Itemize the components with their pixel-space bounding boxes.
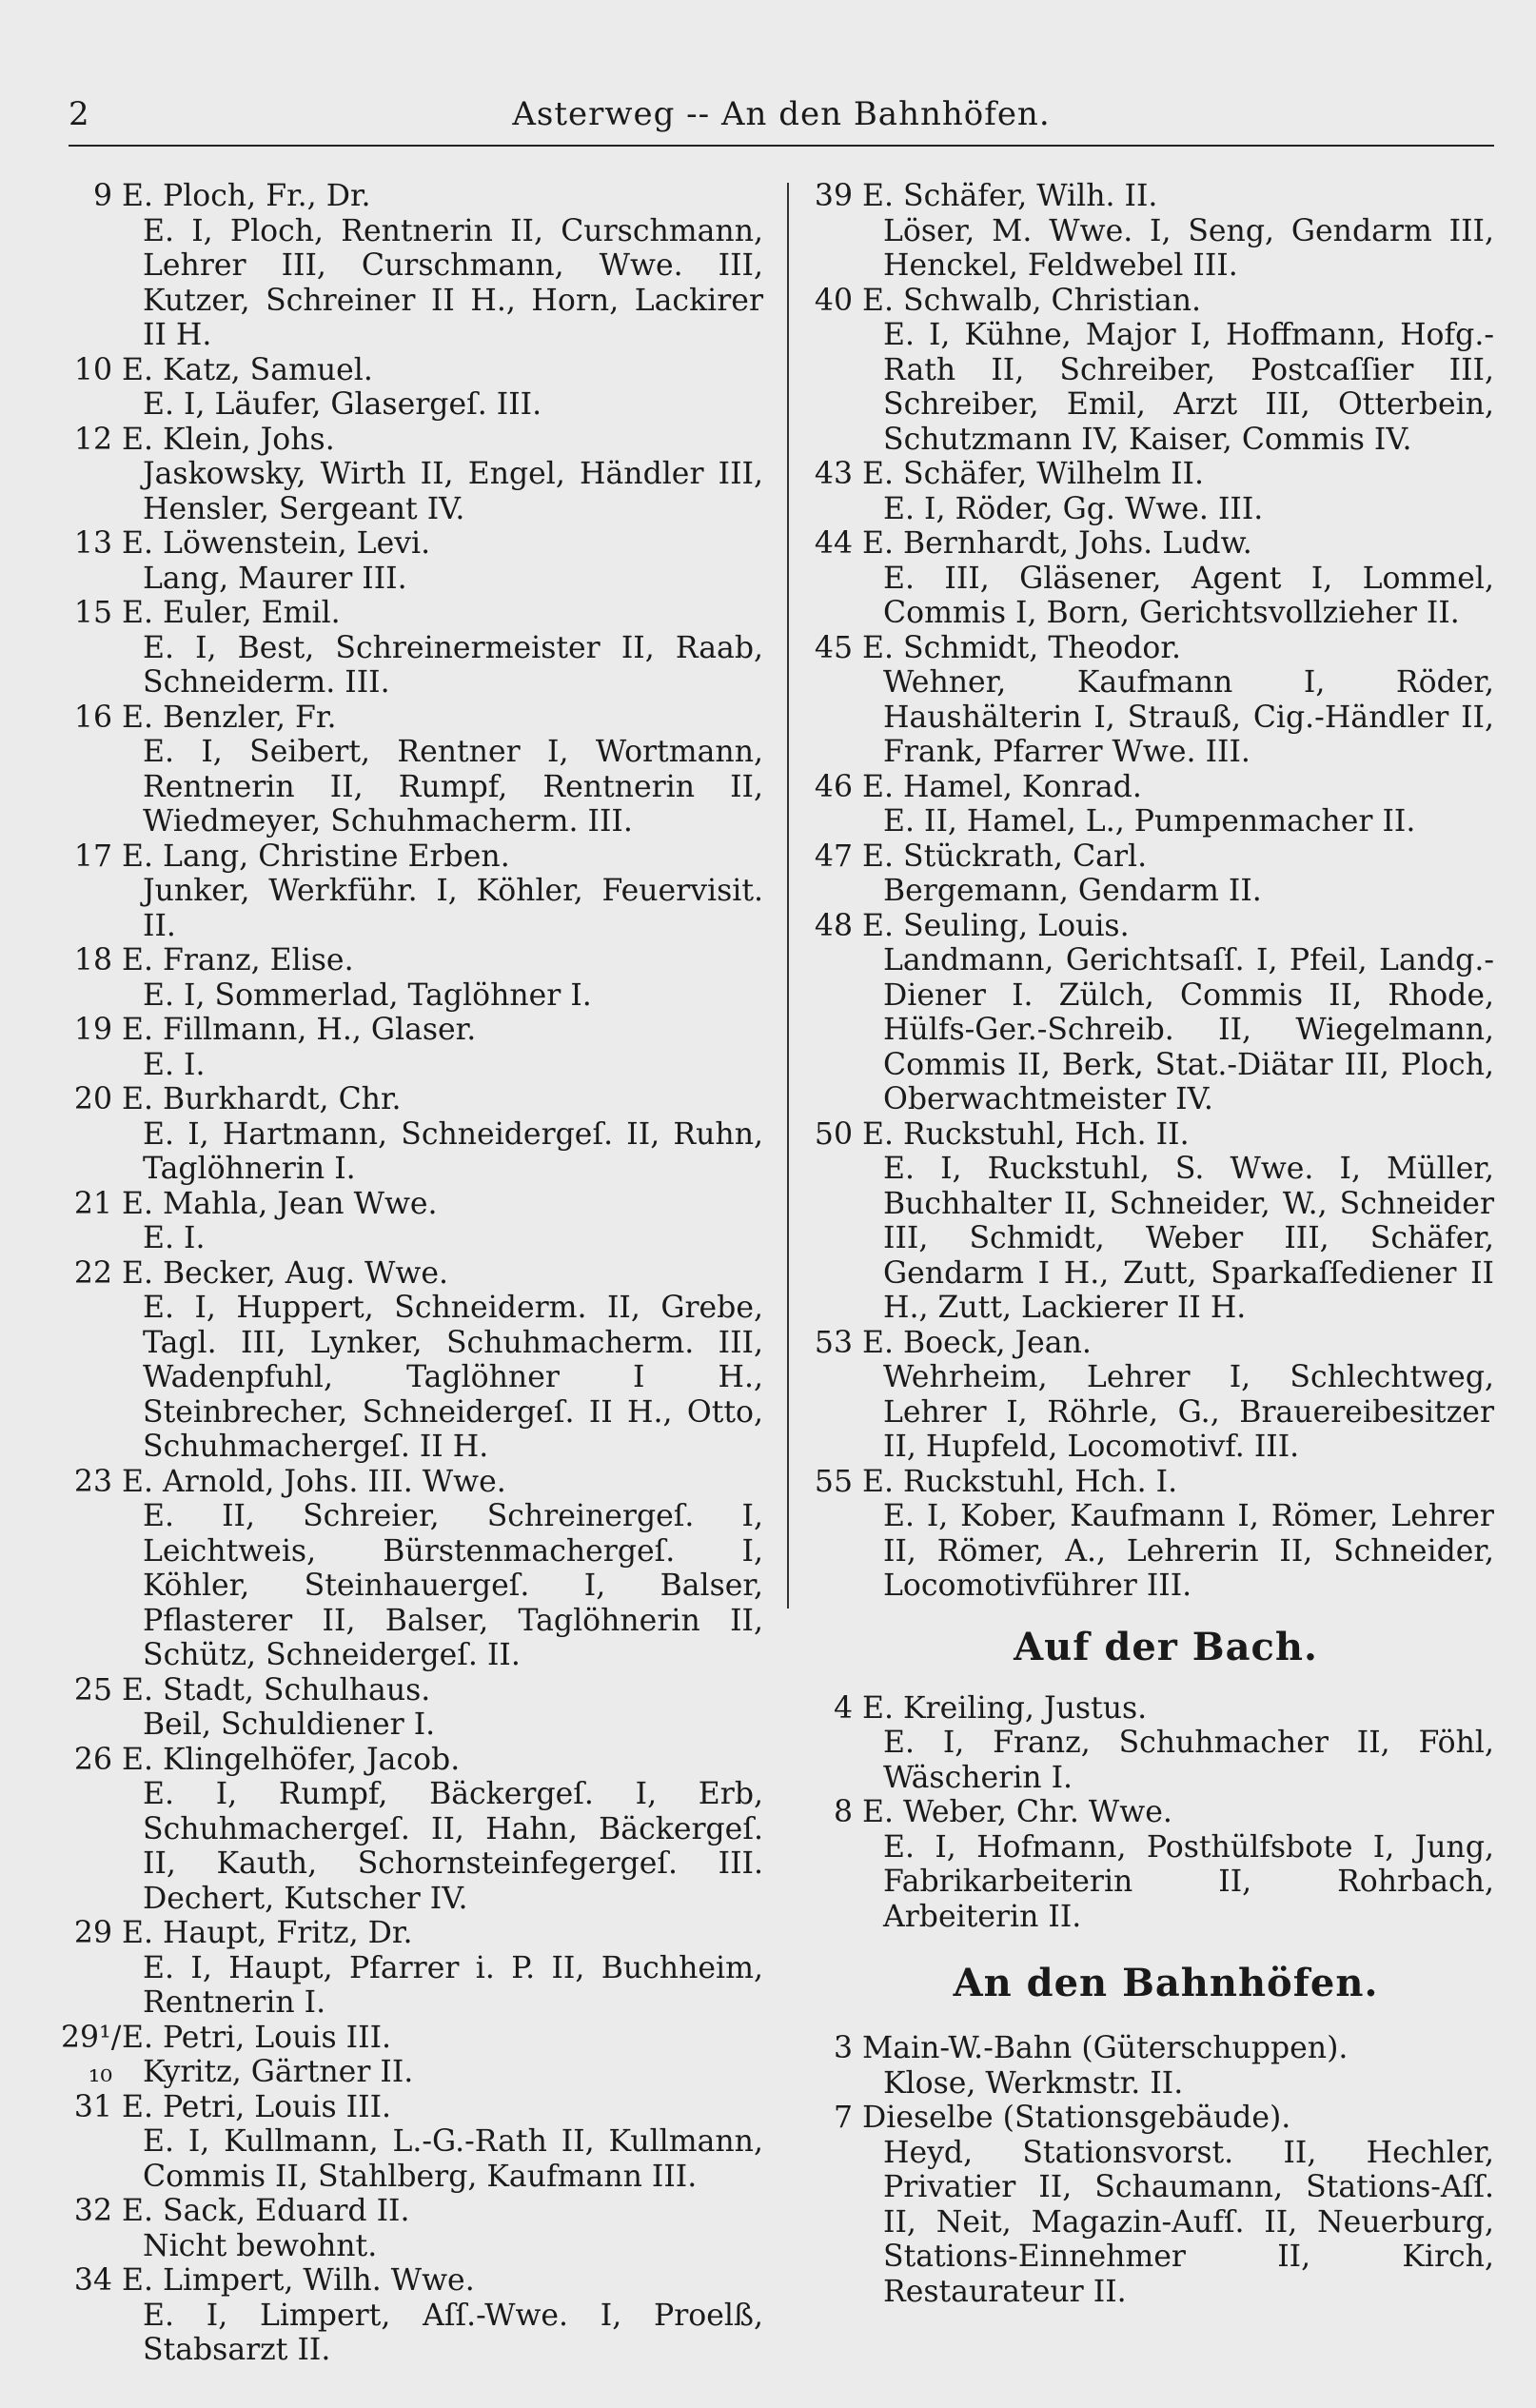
house-number: 29¹/₁₀	[61, 2020, 122, 2089]
address-entry	[69, 1673, 763, 1743]
owner-line: E. Weber, Chr. Wwe.	[862, 1795, 1172, 1829]
owner-line: Main-W.-Bahn (Güterschuppen).	[862, 2031, 1349, 2065]
owner-line: E. Stadt, Schulhaus.	[122, 1672, 431, 1707]
address-entry	[69, 1916, 763, 2021]
owner-line: E. Euler, Emil.	[122, 596, 341, 630]
house-number: 10	[73, 352, 112, 387]
address-entry	[809, 909, 1494, 1117]
tenant-list: Nicht bewohnt.	[143, 2228, 378, 2263]
house-number: 20	[73, 1082, 112, 1116]
owner-line: E. Bernhardt, Johs. Ludw.	[862, 526, 1252, 561]
house-number: 7	[833, 2101, 853, 2135]
owner-line: E. Katz, Samuel.	[122, 352, 373, 387]
tenant-list: E. I.	[143, 1221, 206, 1255]
house-number: 13	[73, 526, 112, 561]
owner-line: E. Petri, Louis III.	[122, 2020, 392, 2055]
owner-line: E. Fillmann, H., Glaser.	[122, 1013, 477, 1047]
address-entry	[69, 839, 763, 944]
owner-line: E. Löwenstein, Levi.	[122, 526, 431, 561]
house-number: 23	[73, 1464, 112, 1499]
house-number: 17	[73, 839, 112, 874]
house-number: 16	[73, 700, 112, 735]
address-entry	[809, 839, 1494, 909]
tenant-list: E. I, Hofmann, Posthülfsbote I, Jung, Fabrikarbeiterin II, Rohrbach, Arbeiterin II.	[883, 1829, 1494, 1934]
tenant-list: E. I, Kullmann, L.-G.-Rath II, Kullmann, Commis II, Stahlberg, Kaufmann III.	[143, 2124, 763, 2194]
tenant-list: E. I, Läufer, Glasergeſ. III.	[143, 387, 542, 422]
tenant-list: E. I, Franz, Schuhmacher II, Föhl, Wäscherin I.	[883, 1726, 1494, 1795]
house-number: 12	[73, 422, 112, 457]
house-number: 4	[833, 1690, 853, 1726]
address-entry	[69, 423, 763, 527]
address-entry	[809, 631, 1494, 770]
house-number: 31	[73, 2089, 112, 2124]
owner-line: E. Schäfer, Wilhelm II.	[862, 457, 1204, 491]
address-entry	[69, 2090, 763, 2195]
house-number: 40	[814, 283, 853, 318]
owner-line: E. Ruckstuhl, Hch. II.	[862, 1116, 1190, 1152]
house-number: 18	[73, 943, 112, 977]
right-column	[809, 179, 1494, 2309]
address-entry	[809, 526, 1494, 631]
tenant-list: E. I, Huppert, Schneiderm. II, Grebe, Tagl. III, Lynker, Schuhmacherm. III, Wadenpfuhl, Taglöhner I H., Steinbrecher, Schneidergeſ. II H., Otto, Schuhmachergeſ. II H.	[143, 1291, 763, 1464]
tenant-list: Wehner, Kaufmann I, Röder, Haushälterin I, Strauß, Cig.-Händler II, Frank, Pfarrer Wwe. III.	[883, 665, 1494, 769]
tenant-list: E. I, Limpert, Aſſ.-Wwe. I, Proelß, Stabsarzt II.	[143, 2298, 763, 2367]
owner-line: Dieselbe (Stationsgebäude).	[862, 2101, 1291, 2135]
tenant-list: E. I, Seibert, Rentner I, Wortmann, Rentnerin II, Rumpf, Rentnerin II, Wiedmeyer, Schuhmacherm. III.	[143, 735, 763, 839]
house-number: 25	[73, 1672, 112, 1707]
address-entry	[809, 770, 1494, 839]
address-entry	[69, 1465, 763, 1673]
address-entry	[809, 179, 1494, 284]
address-entry	[69, 1187, 763, 1256]
house-number: 43	[814, 457, 853, 491]
address-entry	[69, 179, 763, 353]
house-number: 22	[73, 1255, 112, 1291]
house-number: 19	[73, 1013, 112, 1047]
address-entry	[69, 1743, 763, 1917]
tenant-list: E. I, Kober, Kaufmann I, Römer, Lehrer II, Römer, A., Lehrerin II, Schneider, Locomotivführer III.	[883, 1499, 1494, 1603]
owner-line: E. Ruckstuhl, Hch. I.	[862, 1464, 1178, 1499]
owner-line: E. Klein, Johs.	[122, 422, 335, 457]
tenant-list: Heyd, Stationsvorst. II, Hechler, Privatier II, Schaumann, Stations-Aſſ. II, Neit, Magazin-Aufſ. II, Neuerburg, Stations-Einnehmer II, Kirch, Restaurateur II.	[883, 2135, 1494, 2309]
owner-line: E. Franz, Elise.	[122, 943, 354, 977]
house-number: 26	[73, 1742, 112, 1777]
column-divider	[787, 183, 789, 1609]
tenant-list: E. II, Hamel, L., Pumpenmacher II.	[883, 804, 1416, 839]
house-number: 50	[814, 1116, 853, 1152]
owner-line: E. Seuling, Louis.	[862, 908, 1130, 943]
address-entry	[809, 1326, 1494, 1465]
bahnhoefen-entries	[809, 2031, 1494, 2309]
tenant-list: E. II, Schreier, Schreinergeſ. I, Leichtweis, Bürstenmachergeſ. I, Köhler, Steinhauergeſ. I, Balser, Pflasterer II, Balser, Taglöhnerin II, Schütz, Schneidergeſ. II.	[143, 1499, 763, 1672]
house-number: 15	[73, 596, 112, 630]
house-number: 48	[814, 908, 853, 943]
page-header	[69, 88, 1494, 141]
left-column	[61, 179, 763, 2368]
house-number: 9	[92, 179, 112, 213]
tenant-list: E. III, Gläsener, Agent I, Lommel, Commis I, Born, Gerichtsvollzieher II.	[883, 561, 1494, 630]
owner-line: E. Benzler, Fr.	[122, 700, 337, 735]
address-entry	[69, 701, 763, 839]
tenant-list: E. I, Sommerlad, Taglöhner I.	[143, 977, 592, 1013]
owner-line: E. Kreiling, Justus.	[862, 1690, 1148, 1726]
tenant-list: Junker, Werkführ. I, Köhler, Feuervisit. II.	[143, 874, 763, 943]
owner-line: E. Lang, Christine Erben.	[122, 839, 510, 874]
tenant-list: Wehrheim, Lehrer I, Schlechtweg, Lehrer I, Röhrle, G., Brauereibesitzer II, Hupfeld, Locomotivf. III.	[883, 1360, 1494, 1464]
address-entry	[809, 1465, 1494, 1604]
right-column-entries	[809, 179, 1494, 1604]
owner-line: E. Burkhardt, Chr.	[122, 1082, 402, 1116]
page-number: 2	[69, 95, 89, 133]
tenant-list: Kyritz, Gärtner II.	[143, 2055, 414, 2089]
tenant-list: Löser, M. Wwe. I, Seng, Gendarm III, Henckel, Feldwebel III.	[883, 213, 1494, 283]
tenant-list: Beil, Schuldiener I.	[143, 1707, 436, 1742]
owner-line: E. Stückrath, Carl.	[862, 839, 1148, 874]
tenant-list: Klose, Werkmstr. II.	[883, 2065, 1184, 2101]
owner-line: E. Mahla, Jean Wwe.	[122, 1186, 438, 1221]
house-number: 21	[73, 1186, 112, 1221]
owner-line: E. Petri, Louis III.	[122, 2089, 392, 2124]
owner-line: E. Hamel, Konrad.	[862, 769, 1142, 804]
house-number: 46	[814, 769, 853, 804]
auf-der-bach-entries	[809, 1691, 1494, 1935]
owner-line: E. Limpert, Wilh. Wwe.	[122, 2263, 475, 2298]
tenant-list: E. I, Röder, Gg. Wwe. III.	[883, 491, 1264, 526]
house-number: 3	[833, 2031, 853, 2065]
address-entry	[809, 1691, 1494, 1796]
tenant-list: E. I, Best, Schreinermeister II, Raab, Schneiderm. III.	[143, 630, 763, 700]
owner-line: E. Sack, Eduard II.	[122, 2194, 410, 2228]
address-entry	[69, 353, 763, 423]
section-title-auf-der-bach: Auf der Bach.	[1014, 1624, 1318, 1669]
address-entry	[809, 1117, 1494, 1326]
section-title-bahnhoefen: An den Bahnhöfen.	[953, 1961, 1379, 2005]
address-entry	[809, 1795, 1494, 1934]
owner-line: E. Klingelhöfer, Jacob.	[122, 1742, 461, 1777]
house-number: 29	[73, 1916, 112, 1950]
house-number: 53	[814, 1325, 853, 1360]
tenant-list: Bergemann, Gendarm II.	[883, 874, 1262, 908]
tenant-list: E. I.	[143, 1047, 206, 1082]
owner-line: E. Becker, Aug. Wwe.	[122, 1255, 449, 1291]
owner-line: E. Schmidt, Theodor.	[862, 630, 1181, 665]
house-number: 44	[814, 526, 853, 561]
tenant-list: E. I, Haupt, Pfarrer i. P. II, Buchheim, Rentnerin I.	[143, 1950, 763, 2020]
address-entry	[809, 2031, 1494, 2101]
tenant-list: Jaskowsky, Wirth II, Engel, Händler III, Hensler, Sergeant IV.	[143, 457, 763, 526]
address-entry	[69, 943, 763, 1013]
house-number: 34	[73, 2263, 112, 2298]
address-entry	[809, 284, 1494, 458]
tenant-list: E. I, Ruckstuhl, S. Wwe. I, Müller, Buchhalter II, Schneider, W., Schneider III, Schmidt, Weber III, Schäfer, Gendarm I H., Zutt, Sparkaſſediener II H., Zutt, Lackierer II H.	[883, 1152, 1494, 1325]
house-number: 55	[814, 1464, 853, 1499]
tenant-list: Lang, Maurer III.	[143, 561, 407, 596]
house-number: 32	[73, 2194, 112, 2228]
address-entry	[69, 2194, 763, 2263]
owner-line: E. Haupt, Fritz, Dr.	[122, 1916, 413, 1950]
address-entry	[809, 457, 1494, 526]
house-number: 8	[833, 1795, 853, 1829]
address-entry	[69, 1013, 763, 1082]
address-entry	[69, 1256, 763, 1465]
tenant-list: Landmann, Gerichtsaſſ. I, Pfeil, Landg.-Diener I. Zülch, Commis II, Rhode, Hülfs-Ger.-Schreib. II, Wiegelmann, Commis II, Berk, Stat.-Diätar III, Ploch, Oberwachtmeister IV.	[883, 943, 1494, 1116]
header-rule	[69, 145, 1494, 147]
address-entry	[809, 2101, 1494, 2309]
address-entry	[69, 1082, 763, 1187]
house-number: 39	[814, 179, 853, 213]
owner-line: E. Ploch, Fr., Dr.	[122, 179, 371, 213]
owner-line: E. Schwalb, Christian.	[862, 283, 1202, 318]
tenant-list: E. I, Ploch, Rentnerin II, Curschmann, Lehrer III, Curschmann, Wwe. III, Kutzer, Schreiner II H., Horn, Lackirer II H.	[143, 213, 763, 352]
tenant-list: E. I, Hartmann, Schneidergeſ. II, Ruhn, Taglöhnerin I.	[143, 1116, 763, 1186]
address-entry	[69, 596, 763, 701]
owner-line: E. Boeck, Jean.	[862, 1325, 1092, 1360]
house-number: 47	[814, 839, 853, 874]
running-head: Asterweg -- An den Bahnhöfen.	[512, 95, 1051, 133]
address-entry	[69, 526, 763, 596]
owner-line: E. Schäfer, Wilh. II.	[862, 179, 1158, 213]
tenant-list: E. I, Rumpf, Bäckergeſ. I, Erb, Schuhmachergeſ. II, Hahn, Bäckergeſ. II, Kauth, Schornsteinfegergeſ. III. Dechert, Kutscher IV.	[143, 1777, 763, 1916]
tenant-list: E. I, Kühne, Major I, Hoffmann, Hofg.-Rath II, Schreiber, Postcaſſier III, Schreiber, Emil, Arzt III, Otterbein, Schutzmann IV, Kaiser, Commis IV.	[883, 318, 1494, 457]
address-entry	[69, 2263, 763, 2368]
house-number: 45	[814, 630, 853, 665]
address-entry	[61, 2020, 763, 2090]
owner-line: E. Arnold, Johs. III. Wwe.	[122, 1464, 506, 1499]
